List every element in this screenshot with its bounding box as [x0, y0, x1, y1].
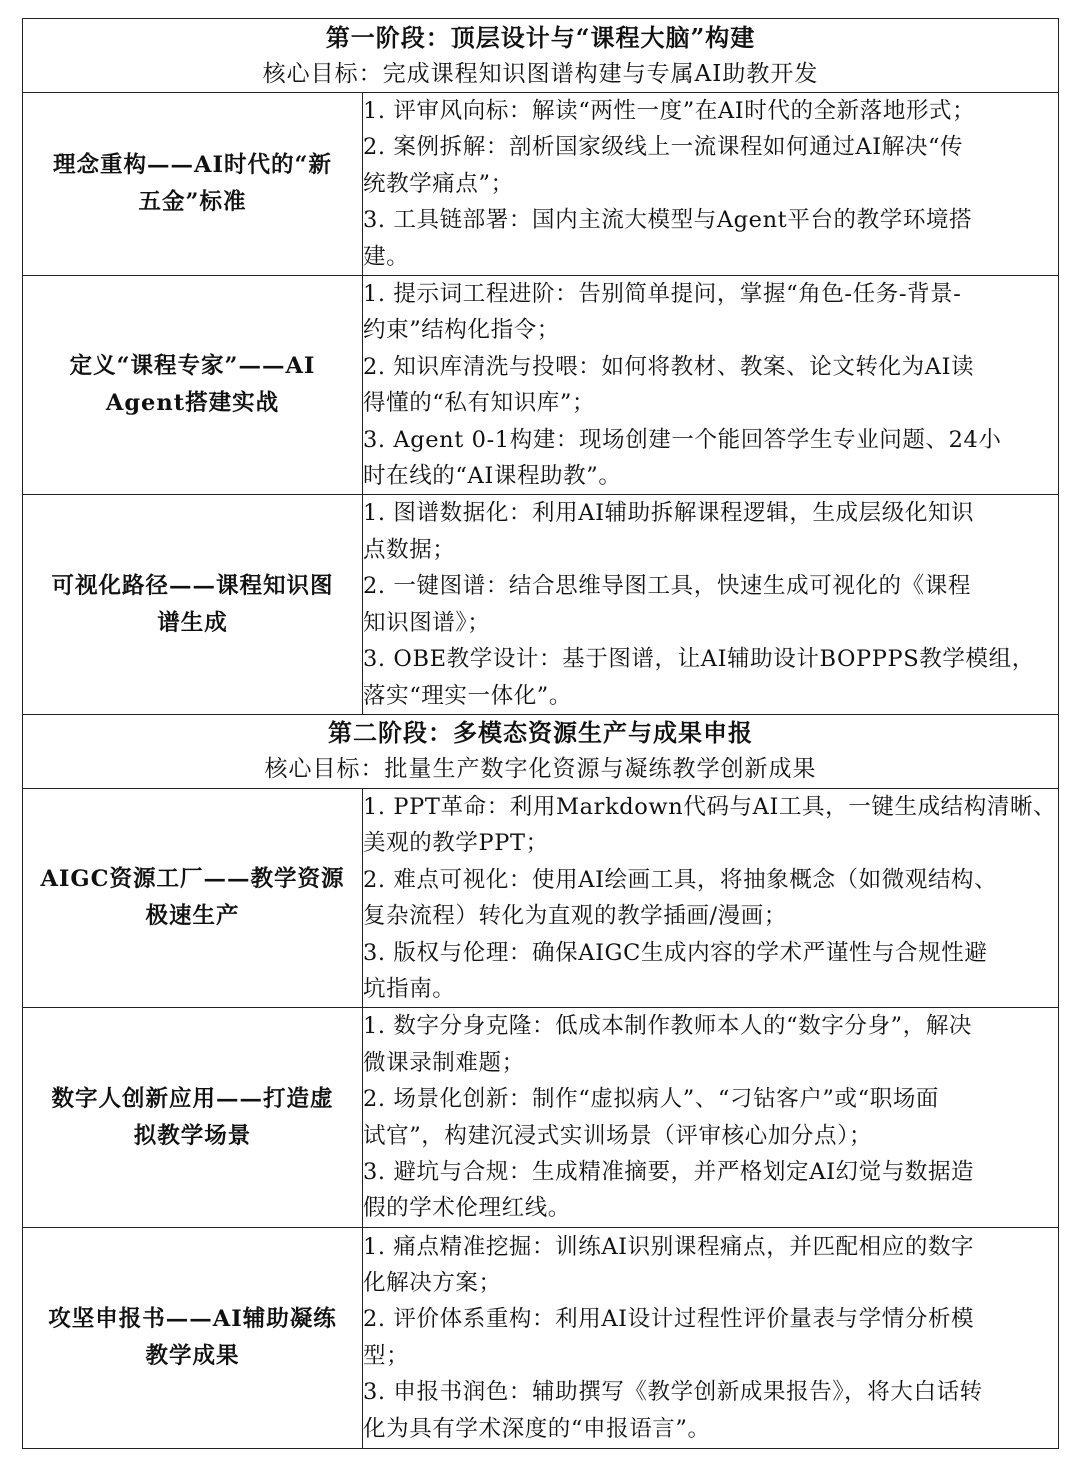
module-topic-line: 理念重构——AI时代的“新 [53, 152, 332, 179]
module-row [23, 276, 1059, 495]
module-topic-line: 定义“课程专家”——AI [69, 353, 316, 380]
module-item-line: 3. 避坑与合规：生成精准摘要，并严格划定AI幻觉与数据造 [363, 1158, 975, 1185]
module-item-line: 1. 数字分身克隆：低成本制作教师本人的“数字分身”，解决 [363, 1013, 973, 1040]
module-topic-line: 谱生成 [157, 609, 228, 636]
module-items [363, 276, 1059, 495]
module-item-line: 3. 版权与伦理：确保AIGC生成内容的学术严谨性与合规性避 [363, 939, 988, 966]
stage-goal: 核心目标：批量生产数字化资源与凝练教学创新成果 [264, 756, 817, 783]
module-item-line: 2. 场景化创新：制作“虚拟病人”、“刁钻客户”或“职场面 [363, 1086, 940, 1113]
module-item [363, 93, 1058, 129]
module-item-line: 假的学术伦理红线。 [363, 1195, 571, 1222]
course-schedule-table [22, 18, 1059, 1449]
module-item [363, 568, 1058, 641]
module-items [363, 1227, 1059, 1448]
module-item-line: 2. 一键图谱：结合思维导图工具，快速生成可视化的《课程 [363, 573, 971, 600]
module-items [363, 93, 1059, 276]
module-item [363, 862, 1058, 935]
module-items [363, 1008, 1059, 1227]
stage-title: 第一阶段：顶层设计与“课程大脑”构建 [325, 22, 756, 52]
module-topic [23, 788, 363, 1007]
module-topic [23, 1227, 363, 1448]
module-item-line: 建。 [363, 243, 410, 270]
module-item [363, 422, 1058, 495]
module-item-line: 时在线的“AI课程助教”。 [363, 463, 622, 490]
module-item-line: 坑指南。 [363, 975, 456, 1002]
module-item-line: 3. Agent 0-1构建：现场创建一个能回答学生专业问题、24小 [363, 426, 1002, 453]
module-row [23, 1227, 1059, 1448]
module-item-line: 2. 案例拆解：剖析国家级线上一流课程如何通过AI解决“传 [363, 134, 964, 161]
module-item-line: 知识图谱》； [363, 609, 491, 636]
module-topic-line: 攻坚申报书——AI辅助凝练 [48, 1305, 337, 1332]
stage-goal: 核心目标：完成课程知识图谱构建与专属AI助教开发 [262, 60, 819, 87]
stage-header-cell [23, 19, 1059, 93]
module-item-line: 化为具有学术深度的“申报语言”。 [363, 1415, 711, 1442]
module-item [363, 1008, 1058, 1081]
module-topic [23, 276, 363, 495]
module-item-line: 1. 痛点精准挖掘：训练AI识别课程痛点，并匹配相应的数字 [363, 1233, 975, 1260]
module-item [363, 935, 1058, 1008]
module-item [363, 1374, 1058, 1447]
module-item [363, 349, 1058, 422]
module-item-line: 化解决方案； [363, 1269, 502, 1296]
stage-header-row [23, 714, 1059, 788]
module-item [363, 202, 1058, 275]
stage-header-cell [23, 714, 1059, 788]
module-topic-line: 数字人创新应用——打造虚 [51, 1085, 334, 1112]
module-item-line: 1. 评审风向标：解读“两性一度”在AI时代的全新落地形式； [363, 98, 976, 124]
module-item-line: 美观的教学PPT； [363, 830, 549, 857]
module-item-line: 复杂流程）转化为直观的教学插画/漫画； [363, 903, 787, 930]
module-item [363, 495, 1058, 568]
module-item-line: 2. 知识库清洗与投喂：如何将教材、教案、论文转化为AI读 [363, 353, 975, 380]
module-item [363, 1154, 1058, 1227]
module-item-line: 2. 难点可视化：使用AI绘画工具，将抽象概念（如微观结构、 [363, 866, 998, 893]
module-item [363, 129, 1058, 202]
module-item-line: 试官”，构建沉浸式实训场景（评审核心加分点）； [363, 1122, 873, 1149]
module-topic-line: 教学成果 [145, 1342, 240, 1369]
module-row [23, 495, 1059, 714]
stage-header-row [23, 19, 1059, 93]
module-item [363, 641, 1058, 714]
module-item-line: 点数据； [363, 536, 456, 563]
module-item [363, 789, 1058, 862]
module-items [363, 788, 1059, 1007]
module-item-line: 得懂的“私有知识库”； [363, 390, 596, 417]
module-item-line: 1. PPT革命：利用Markdown代码与AI工具，一键生成结构清晰、 [363, 793, 1057, 820]
module-item-line: 1. 图谱数据化：利用AI辅助拆解课程逻辑，生成层级化知识 [363, 500, 975, 527]
module-item-line: 2. 评价体系重构：利用AI设计过程性评价量表与学情分析模 [363, 1306, 975, 1333]
module-item-line: 落实“理实一体化”。 [363, 682, 573, 709]
module-item-line: 3. 工具链部署：国内主流大模型与Agent平台的教学环境搭 [363, 207, 973, 234]
module-item-line: 约束”结构化指令； [363, 317, 560, 344]
module-topic [23, 1008, 363, 1227]
module-topic-line: 极速生产 [145, 903, 240, 930]
module-topic-line: 可视化路径——课程知识图 [51, 572, 334, 599]
module-item-line: 1. 提示词工程进阶：告别简单提问，掌握“角色-任务-背景- [363, 281, 962, 308]
stage-title: 第二阶段：多模态资源生产与成果申报 [328, 718, 753, 748]
module-topic-line: 拟教学场景 [133, 1122, 252, 1149]
module-item [363, 1081, 1058, 1154]
module-topic-line: AIGC资源工厂——教学资源 [40, 866, 345, 893]
module-topic-line: Agent搭建实战 [105, 390, 280, 417]
module-item-line: 型； [363, 1342, 410, 1369]
module-row [23, 788, 1059, 1007]
module-item [363, 276, 1058, 349]
module-item-line: 3. 申报书润色：辅助撰写《教学创新成果报告》，将大白话转 [363, 1379, 983, 1406]
module-item [363, 1229, 1058, 1302]
module-items [363, 495, 1059, 714]
module-row [23, 93, 1059, 276]
module-topic-line: 五金”标准 [138, 189, 247, 216]
module-item-line: 微课录制难题； [363, 1049, 525, 1076]
module-item-line: 统教学痛点”； [363, 170, 514, 197]
module-topic [23, 93, 363, 276]
module-row [23, 1008, 1059, 1227]
module-topic [23, 495, 363, 714]
module-item-line: 3. OBE教学设计：基于图谱，让AI辅助设计BOPPPS教学模组， [363, 646, 1035, 673]
module-item [363, 1301, 1058, 1374]
